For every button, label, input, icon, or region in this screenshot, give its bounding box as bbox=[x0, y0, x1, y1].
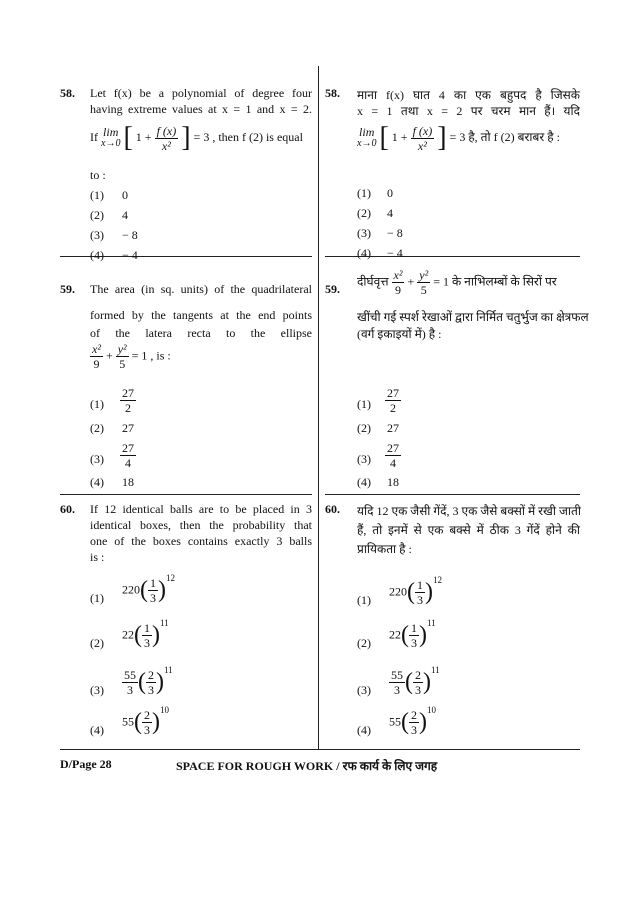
denominator: 4 bbox=[120, 455, 136, 470]
option-number: (3) bbox=[357, 683, 371, 697]
question-number: 58. bbox=[325, 86, 340, 100]
option-value bbox=[120, 441, 136, 470]
denominator: 4 bbox=[385, 455, 401, 470]
option-number: (3) bbox=[90, 683, 104, 697]
option-number: (2) bbox=[90, 636, 104, 650]
option-number: (2) bbox=[90, 208, 104, 222]
page-number: D/Page 28 bbox=[60, 757, 112, 771]
option-value bbox=[389, 575, 442, 607]
left-paren: ( bbox=[134, 622, 142, 648]
exponent: 11 bbox=[164, 665, 173, 676]
numerator: 27 bbox=[122, 441, 134, 455]
option-number: (1) bbox=[357, 397, 371, 411]
denominator: 3 bbox=[389, 682, 405, 697]
plus-sign: + bbox=[407, 274, 415, 289]
option-number: (1) bbox=[90, 397, 104, 411]
limit-expression bbox=[357, 122, 560, 154]
option-value: − 4 bbox=[122, 248, 138, 262]
exponent: 11 bbox=[427, 618, 436, 629]
lim-operator bbox=[101, 126, 120, 150]
ellipse-equation bbox=[357, 268, 557, 297]
option-number: (4) bbox=[357, 246, 371, 260]
option-value bbox=[389, 618, 436, 650]
ellipse-equation bbox=[90, 342, 171, 371]
fraction bbox=[411, 124, 435, 153]
english-column bbox=[60, 0, 315, 750]
option-number: (3) bbox=[357, 226, 371, 240]
numerator: y² bbox=[117, 342, 127, 356]
fraction bbox=[409, 708, 419, 737]
option-value: − 4 bbox=[387, 246, 403, 260]
limit-expression bbox=[90, 122, 312, 154]
right-paren: ) bbox=[156, 669, 164, 695]
coefficient: 55 bbox=[122, 714, 134, 729]
option-value bbox=[122, 665, 173, 697]
ellipse-label: दीर्घवृत्त bbox=[357, 274, 389, 289]
option-number: (4) bbox=[90, 248, 104, 262]
option-value bbox=[385, 386, 401, 415]
denominator: 3 bbox=[417, 593, 423, 607]
question-number: 59. bbox=[60, 282, 75, 296]
numerator: 2 bbox=[148, 668, 154, 682]
numerator: 2 bbox=[144, 708, 150, 722]
left-paren: ( bbox=[401, 622, 409, 648]
option-value: 18 bbox=[122, 475, 134, 489]
rough-work-label: SPACE FOR ROUGH WORK / रफ कार्य के लिए जगह bbox=[176, 759, 438, 773]
question-text-line: यदि 12 एक जैसी गेंदें, 3 एक जैसे बक्सों में रखी जाती bbox=[357, 504, 581, 518]
option-value bbox=[122, 573, 175, 605]
lim-text: lim bbox=[103, 125, 119, 139]
coefficient-fraction bbox=[389, 668, 405, 697]
option-value: 0 bbox=[122, 188, 128, 202]
lim-subscript: x→0 bbox=[357, 138, 377, 149]
numerator: 1 bbox=[144, 621, 150, 635]
denominator: 3 bbox=[411, 636, 417, 650]
denominator: 9 bbox=[392, 282, 405, 297]
numerator: 2 bbox=[415, 668, 421, 682]
coefficient: 22 bbox=[389, 627, 401, 642]
right-paren: ) bbox=[419, 622, 427, 648]
option-number: (1) bbox=[357, 186, 371, 200]
coefficient: 22 bbox=[122, 627, 134, 642]
question-text-line: is : bbox=[90, 550, 105, 564]
option-value: − 8 bbox=[387, 226, 403, 240]
exponent: 10 bbox=[160, 705, 169, 716]
equation-tail: = 1 , is : bbox=[131, 348, 171, 363]
option-number: (4) bbox=[90, 723, 104, 737]
denominator: 3 bbox=[122, 682, 138, 697]
fraction bbox=[417, 268, 430, 297]
numerator: f (x) bbox=[156, 123, 177, 138]
question-text-line: x = 1 तथा x = 2 पर चरम मान हैं। यदि bbox=[357, 104, 580, 118]
fraction bbox=[146, 668, 156, 697]
denominator: 5 bbox=[116, 356, 129, 371]
left-bracket: [ bbox=[379, 122, 389, 153]
right-paren: ) bbox=[158, 577, 166, 603]
numerator: 27 bbox=[387, 386, 399, 400]
option-number: (4) bbox=[357, 475, 371, 489]
fraction bbox=[90, 342, 103, 371]
right-paren: ) bbox=[419, 709, 427, 735]
numerator: x² bbox=[393, 268, 403, 282]
question-number: 60. bbox=[60, 502, 75, 516]
denominator: 3 bbox=[144, 723, 150, 737]
numerator: 1 bbox=[150, 576, 156, 590]
option-value: 18 bbox=[387, 475, 399, 489]
option-number: (1) bbox=[90, 188, 104, 202]
option-value: 4 bbox=[122, 208, 128, 222]
option-number: (1) bbox=[357, 593, 371, 607]
column-divider bbox=[318, 66, 319, 750]
left-paren: ( bbox=[407, 579, 415, 605]
hindi-column bbox=[325, 0, 589, 750]
denominator: 3 bbox=[411, 723, 417, 737]
question-number: 60. bbox=[325, 502, 340, 516]
if-label: If bbox=[90, 129, 98, 144]
question-text-line: of the latera recta to the ellipse bbox=[90, 326, 312, 340]
question-number: 59. bbox=[325, 282, 340, 296]
exponent: 10 bbox=[427, 705, 436, 716]
option-value bbox=[120, 386, 136, 415]
left-paren: ( bbox=[401, 709, 409, 735]
option-number: (3) bbox=[357, 452, 371, 466]
denominator: 3 bbox=[148, 683, 154, 697]
question-text-line: (वर्ग इकाइयों में) है : bbox=[357, 327, 442, 341]
fraction bbox=[155, 124, 179, 153]
option-number: (2) bbox=[90, 421, 104, 435]
right-paren: ) bbox=[152, 622, 160, 648]
exponent: 12 bbox=[166, 573, 175, 584]
left-paren: ( bbox=[138, 669, 146, 695]
option-value: 4 bbox=[387, 206, 393, 220]
question-text-line: प्रायिकता है : bbox=[357, 542, 412, 556]
equation-tail: = 3 है, तो f (2) बराबर है : bbox=[449, 129, 560, 144]
fraction bbox=[148, 576, 158, 605]
numerator: 1 bbox=[411, 621, 417, 635]
coefficient-fraction bbox=[122, 668, 138, 697]
fraction bbox=[392, 268, 405, 297]
question-text-line: formed by the tangents at the end points bbox=[90, 308, 312, 322]
right-paren: ) bbox=[423, 669, 431, 695]
numerator: y² bbox=[419, 268, 429, 282]
denominator: 2 bbox=[385, 400, 401, 415]
equation-tail: = 1 के नाभिलम्बों के सिरों पर bbox=[433, 274, 557, 289]
option-number: (2) bbox=[357, 636, 371, 650]
numerator: 55 bbox=[391, 668, 403, 682]
coefficient: 220 bbox=[122, 582, 140, 597]
question-text-line: If 12 identical balls are to be placed in 3 bbox=[90, 502, 312, 516]
question-text-line: खींची गई स्पर्श रेखाओं द्वारा निर्मित चतुर्भुज का क्षेत्रफल bbox=[357, 310, 589, 324]
right-paren: ) bbox=[425, 579, 433, 605]
one-plus: 1 + bbox=[135, 129, 152, 144]
denominator: x² bbox=[411, 138, 435, 153]
plus-sign: + bbox=[105, 348, 113, 363]
option-number: (2) bbox=[357, 206, 371, 220]
equation-tail: = 3 , then f (2) is equal bbox=[193, 129, 303, 144]
denominator: 3 bbox=[415, 683, 421, 697]
question-text-line: The area (in sq. units) of the quadrilateral bbox=[90, 282, 312, 296]
option-number: (2) bbox=[357, 421, 371, 435]
option-value bbox=[122, 705, 169, 737]
denominator: 5 bbox=[417, 282, 430, 297]
coefficient: 55 bbox=[389, 714, 401, 729]
numerator: 55 bbox=[124, 668, 136, 682]
question-text-line: having extreme values at x = 1 and x = 2. bbox=[90, 102, 312, 116]
option-number: (3) bbox=[90, 228, 104, 242]
fraction bbox=[142, 621, 152, 650]
fraction bbox=[415, 578, 425, 607]
exponent: 11 bbox=[431, 665, 440, 676]
option-number: (1) bbox=[90, 591, 104, 605]
exponent: 11 bbox=[160, 618, 169, 629]
exponent: 12 bbox=[433, 575, 442, 586]
denominator: x² bbox=[155, 138, 179, 153]
option-value: 27 bbox=[387, 421, 399, 435]
lim-operator bbox=[357, 126, 376, 150]
numerator: x² bbox=[92, 342, 101, 356]
numerator: 1 bbox=[417, 578, 423, 592]
denominator: 2 bbox=[120, 400, 136, 415]
left-paren: ( bbox=[140, 577, 148, 603]
question-text-line: one of the boxes contains exactly 3 balls bbox=[90, 534, 312, 548]
option-number: (4) bbox=[357, 723, 371, 737]
denominator: 3 bbox=[144, 636, 150, 650]
option-value: 0 bbox=[387, 186, 393, 200]
coefficient: 220 bbox=[389, 584, 407, 599]
lim-text: lim bbox=[359, 125, 375, 139]
fraction bbox=[142, 708, 152, 737]
fraction bbox=[409, 621, 419, 650]
question-text-line: identical boxes, then the probability that bbox=[90, 518, 312, 532]
question-text-line: to : bbox=[90, 168, 106, 182]
numerator: 27 bbox=[387, 441, 399, 455]
lim-subscript: x→0 bbox=[101, 138, 121, 149]
option-value bbox=[389, 665, 440, 697]
left-bracket: [ bbox=[123, 122, 133, 153]
option-value bbox=[389, 705, 436, 737]
denominator: 3 bbox=[150, 591, 156, 605]
question-text-line: Let f(x) be a polynomial of degree four bbox=[90, 86, 312, 100]
question-text-line: हैं, तो इनमें से एक बक्से में ठीक 3 गेंदें होने की bbox=[357, 523, 580, 537]
numerator: f (x) bbox=[412, 123, 433, 138]
option-value: 27 bbox=[122, 421, 134, 435]
option-value bbox=[385, 441, 401, 470]
question-text-line: माना f(x) घात 4 का एक बहुपद है जिसके bbox=[357, 88, 580, 102]
option-number: (4) bbox=[90, 475, 104, 489]
right-paren: ) bbox=[152, 709, 160, 735]
left-paren: ( bbox=[134, 709, 142, 735]
fraction bbox=[413, 668, 423, 697]
one-plus: 1 + bbox=[391, 129, 408, 144]
option-value: − 8 bbox=[122, 228, 138, 242]
right-bracket: ] bbox=[437, 122, 447, 153]
option-value bbox=[122, 618, 169, 650]
denominator: 9 bbox=[90, 356, 103, 371]
fraction bbox=[116, 342, 129, 371]
question-number: 58. bbox=[60, 86, 75, 100]
numerator: 27 bbox=[122, 386, 134, 400]
option-number: (3) bbox=[90, 452, 104, 466]
numerator: 2 bbox=[411, 708, 417, 722]
left-paren: ( bbox=[405, 669, 413, 695]
right-bracket: ] bbox=[181, 122, 191, 153]
